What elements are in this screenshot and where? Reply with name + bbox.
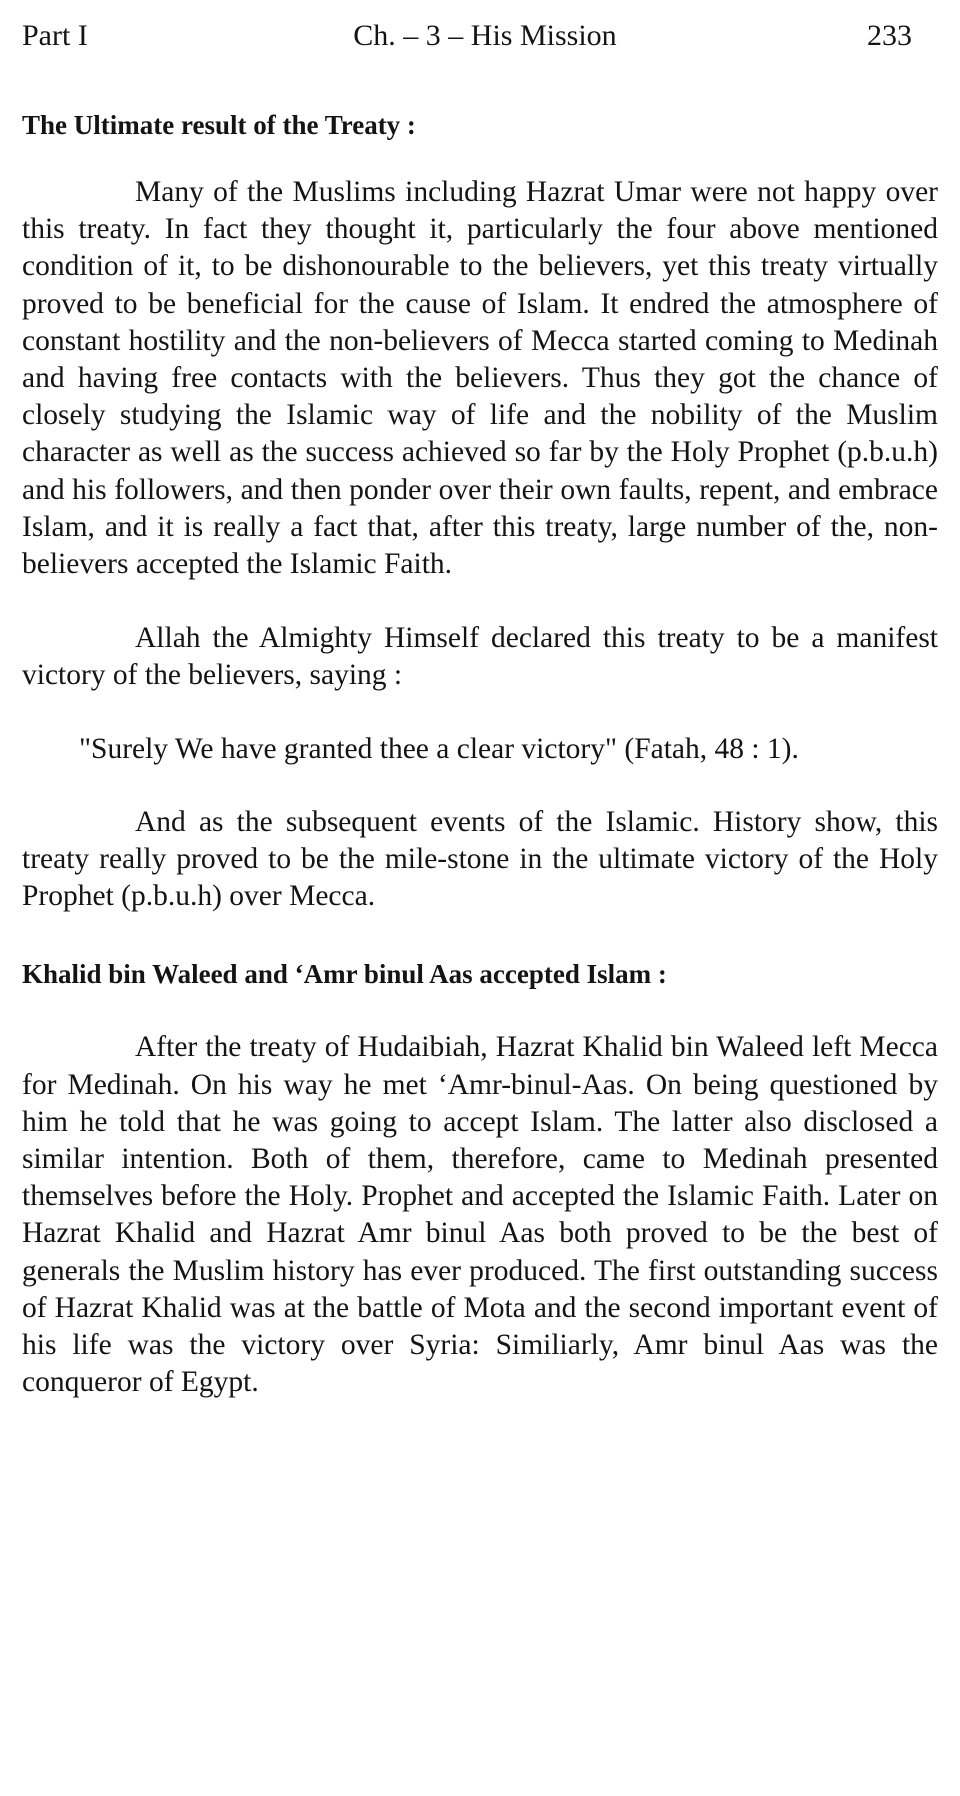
section-heading-khalid-amr: Khalid bin Waleed and ‘Amr binul Aas accepted Islam : (22, 959, 667, 990)
running-header (22, 16, 938, 56)
chapter-title: Ch. – 3 – His Mission (353, 19, 617, 52)
section-heading-treaty-result: The Ultimate result of the Treaty : (22, 110, 416, 140)
book-page (22, 16, 938, 1401)
part-label: Part I (22, 19, 88, 52)
page-number: 233 (867, 19, 912, 52)
paragraph: After the treaty of Hudaibiah, Hazrat Khalid bin Waleed left Mecca for Medinah. On his way he met ‘Amr-binul-Aas. On being questioned by him he told that he was going to accept Islam. The latter also disclosed a similar intention. Both of them, therefore, came to Medinah presented themselves before the Holy. Prophet and accepted the Islamic Faith. Later on Hazrat Khalid and Hazrat Amr binul Aas both proved to be the best of generals the Muslim history has ever produced. The first outstanding success of Hazrat Khalid was at the battle of Mota and the second important event of his life was the victory over Syria: Similiarly, Amr binul Aas was the conqueror of Egypt. (22, 1031, 938, 1399)
quran-quote: "Surely We have granted thee a clear victory" (Fatah, 48 : 1). (79, 732, 799, 765)
paragraph: Allah the Almighty Himself declared this treaty to be a manifest victory of the believers, saying : (22, 622, 938, 692)
paragraph: Many of the Muslims including Hazrat Umar were not happy over this treaty. In fact they thought it, particularly the four above mentioned condition of it, to be dishonourable to the believers, yet this treaty virtually proved to be beneficial for the cause of Islam. It endred the atmosphere of constant hostility and the non-believers of Mecca started coming to Medinah and having free contacts with the believers. Thus they got the chance of closely studying the Islamic way of life and the nobility of the Muslim character as well as the success achieved so far by the Holy Prophet (p.b.u.h) and his followers, and then ponder over their own faults, repent, and embrace Islam, and it is really a fact that, after this treaty, large number of the, non-believers accepted the Islamic Faith. (22, 176, 938, 581)
paragraph: And as the subsequent events of the Islamic. History show, this treaty really proved to be the mile-stone in the ultimate victory of the Holy Prophet (p.b.u.h) over Mecca. (22, 805, 938, 913)
